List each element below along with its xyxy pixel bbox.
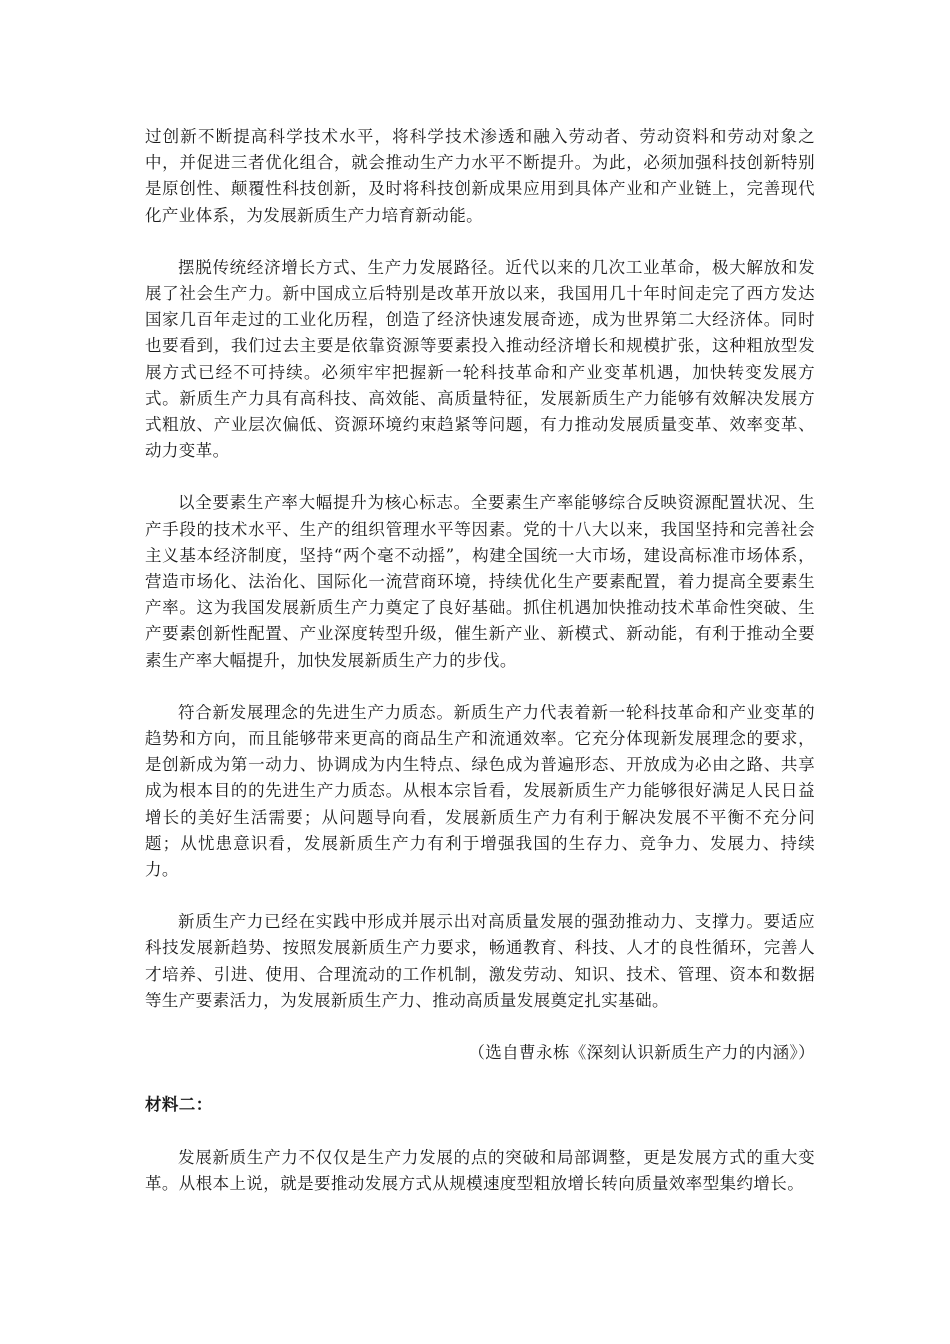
- paragraph-practice: 新质生产力已经在实践中形成并展示出对高质量发展的强劲推动力、支撑力。要适应科技发展新趋势、按照发展新质生产力要求，畅通教育、科技、人才的良性循环，完善人才培养、引进、使用、合理流动的工作机制，激发劳动、知识、技术、管理、资本和数据等生产要素活力，为发展新质生产力、推动高质量发展奠定扎实基础。: [145, 912, 815, 1010]
- paragraph-new-development-concept: 符合新发展理念的先进生产力质态。新质生产力代表着新一轮科技革命和产业变革的趋势和方向，而且能够带来更高的商品生产和流通效率。它充分体现新发展理念的要求，是创新成为第一动力、协调成为内生特点、绿色成为普遍形态、开放成为必由之路、共享成为根本目的的先进生产力质态。从根本宗旨看，发展新质生产力能够很好满足人民日益增长的美好生活需要；从问题导向看，发展新质生产力有利于解决发展不平衡不充分问题；从忧患意识看，发展新质生产力有利于增强我国的生存力、竞争力、发展力、持续力。: [145, 702, 815, 880]
- paragraph-transform-growth: 摆脱传统经济增长方式、生产力发展路径。近代以来的几次工业革命，极大解放和发展了社会生产力。新中国成立后特别是改革开放以来，我国用几十年时间走完了西方发达国家几百年走过的工业化历程，创造了经济快速发展奇迹，成为世界第二大经济体。同时也要看到，我们过去主要是依靠资源等要素投入推动经济增长和规模扩张，这种粗放型发展方式已经不可持续。必须牢牢把握新一轮科技革命和产业变革机遇，加快转变发展方式。新质生产力具有高科技、高效能、高质量特征，发展新质生产力能够有效解决发展方式粗放、产业层次偏低、资源环境约束趋紧等问题，有力推动发展质量变革、效率变革、动力变革。: [145, 257, 815, 461]
- paragraph-total-factor-productivity: 以全要素生产率大幅提升为核心标志。全要素生产率能够综合反映资源配置状况、生产手段的技术水平、生产的组织管理水平等因素。党的十八大以来，我国坚持和完善社会主义基本经济制度，坚持“两个毫不动摇”，构建全国统一大市场，建设高标准市场体系，营造市场化、法治化、国际化一流营商环境，持续优化生产要素配置，着力提高全要素生产率。这为我国发展新质生产力奠定了良好基础。抓住机遇加快推动技术革命性突破、生产要素创新性配置、产业深度转型升级，催生新产业、新模式、新动能，有利于推动全要素生产率大幅提升，加快发展新质生产力的步伐。: [145, 493, 815, 670]
- paragraph-continuation: 过创新不断提高科学技术水平，将科学技术渗透和融入劳动者、劳动资料和劳动对象之中，并促进三者优化组合，就会推动生产力水平不断提升。为此，必须加强科技创新特别是原创性、颠覆性科技创新，及时将科技创新成果应用到具体产业和产业链上，完善现代化产业体系，为发展新质生产力培育新动能。: [145, 127, 815, 225]
- source-citation: （选自曹永栋《深刻认识新质生产力的内涵》）: [468, 1043, 815, 1063]
- document-body: [145, 124, 815, 1223]
- section-heading-material-2: 材料二：: [145, 1095, 213, 1115]
- paragraph-material-2: 发展新质生产力不仅仅是生产力发展的点的突破和局部调整，更是发展方式的重大变革。从根本上说，就是要推动发展方式从规模速度型粗放增长转向质量效率型集约增长。: [145, 1147, 815, 1193]
